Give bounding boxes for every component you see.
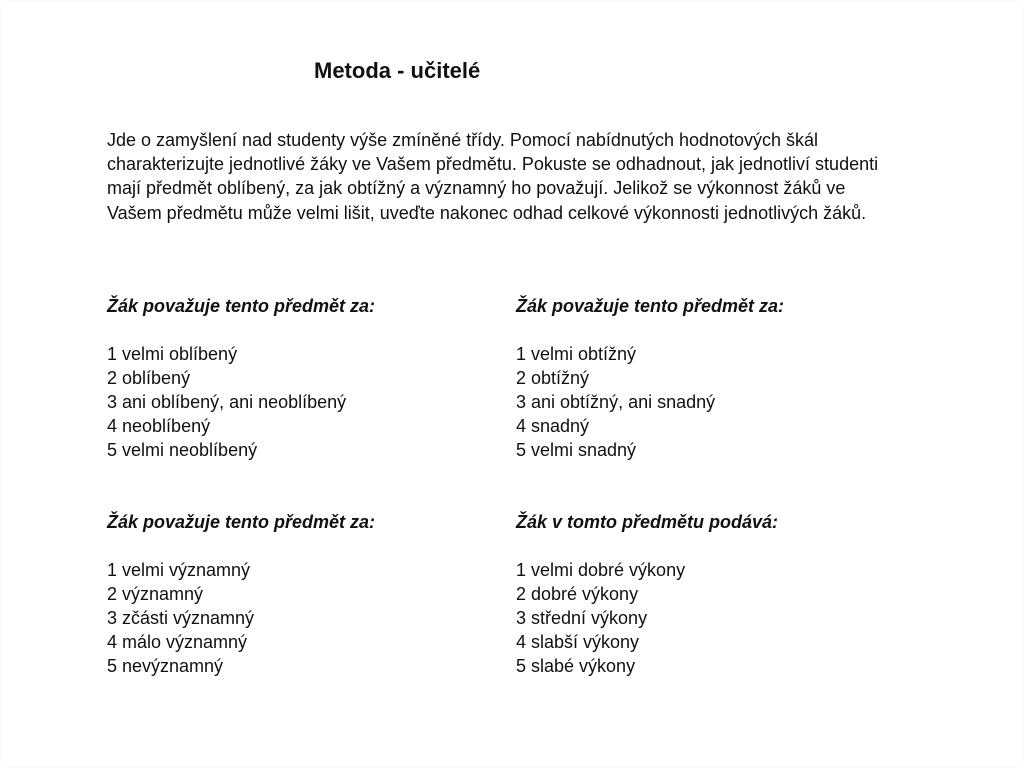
scale-item: 3 ani obtížný, ani snadný xyxy=(516,392,716,412)
scale-item-list xyxy=(516,342,916,462)
scale-item: 5 velmi snadný xyxy=(516,440,637,460)
scale-item: 2 dobré výkony xyxy=(516,584,639,604)
scale-item: 1 velmi obtížný xyxy=(516,344,637,364)
scale-liking xyxy=(107,294,507,462)
scale-item: 1 velmi dobré výkony xyxy=(516,560,686,580)
scale-item-list xyxy=(107,342,507,462)
scale-heading: Žák považuje tento předmět za: xyxy=(107,296,376,316)
scale-item: 1 velmi oblíbený xyxy=(107,344,238,364)
intro-paragraph: Jde o zamyšlení nad studenty výše zmíněné třídy. Pomocí nabídnutých hodnotových škál charakterizujte jednotlivé žáky ve Vašem předmětu. Pokuste se odhadnout, jak jednotliví studenti mají předmět oblíbený, za jak obtížný a významný ho považují. Jelikož se výkonnost žáků ve Vašem předmětu může velmi lišit, uveďte nakonec odhad celkové výkonnosti jednotlivých žáků. xyxy=(107,130,879,223)
scale-difficulty xyxy=(516,294,916,462)
scale-item: 3 střední výkony xyxy=(516,608,648,628)
scale-item: 4 málo významný xyxy=(107,632,248,652)
scale-item: 1 velmi významný xyxy=(107,560,251,580)
scale-item: 2 významný xyxy=(107,584,204,604)
scale-item-list xyxy=(107,558,507,678)
slide-title: Metoda - učitelé xyxy=(314,58,481,83)
scale-item: 5 velmi neoblíbený xyxy=(107,440,258,460)
scale-heading: Žák v tomto předmětu podává: xyxy=(516,512,779,532)
scale-importance xyxy=(107,510,507,678)
scale-item: 2 obtížný xyxy=(516,368,590,388)
scale-item: 4 neoblíbený xyxy=(107,416,211,436)
scale-item: 2 oblíbený xyxy=(107,368,191,388)
scale-heading: Žák považuje tento předmět za: xyxy=(516,296,785,316)
scale-item-list xyxy=(516,558,916,678)
scale-item: 4 snadný xyxy=(516,416,590,436)
scale-heading: Žák považuje tento předmět za: xyxy=(107,512,376,532)
scale-item: 5 nevýznamný xyxy=(107,656,224,676)
scale-item: 5 slabé výkony xyxy=(516,656,636,676)
scale-item: 4 slabší výkony xyxy=(516,632,640,652)
scale-performance xyxy=(516,510,916,678)
scale-item: 3 zčásti významný xyxy=(107,608,255,628)
scale-item: 3 ani oblíbený, ani neoblíbený xyxy=(107,392,347,412)
